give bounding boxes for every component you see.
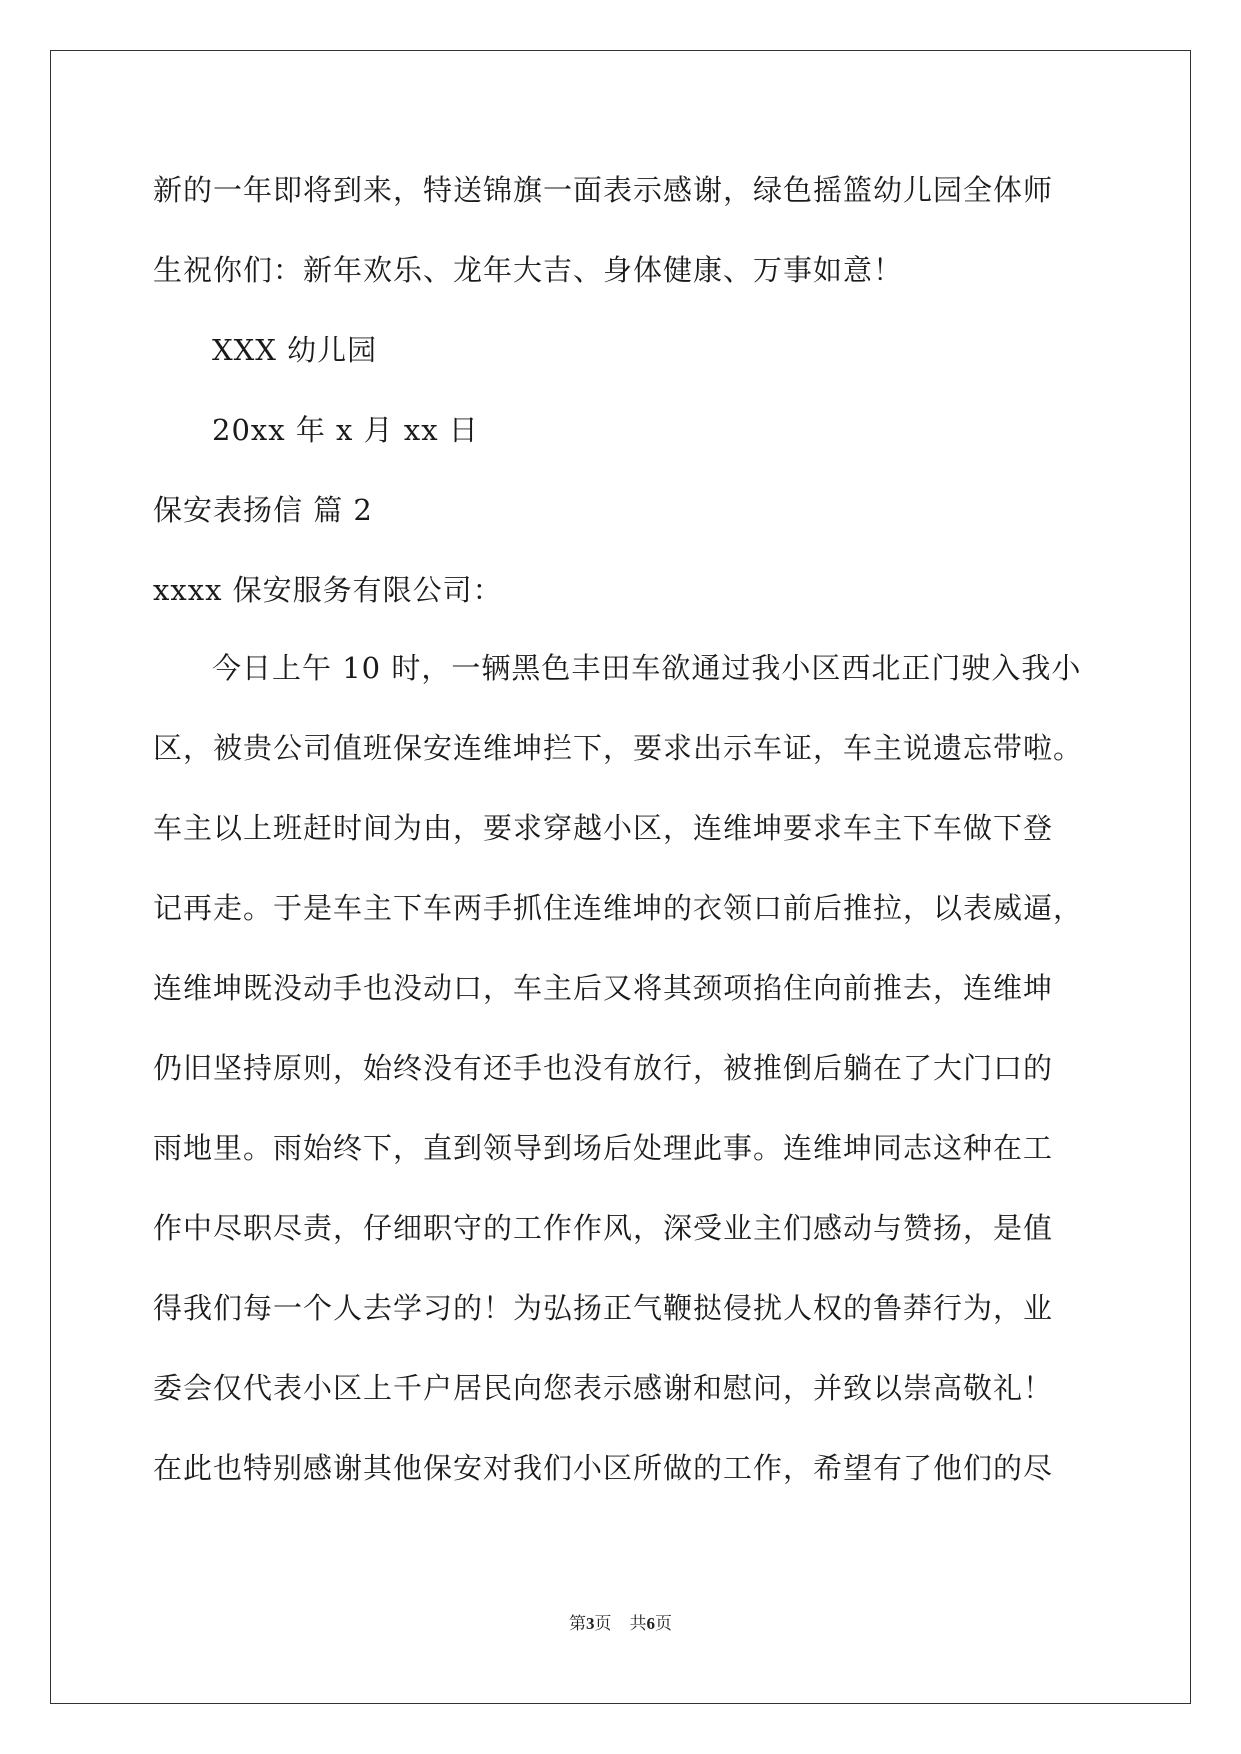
paragraph-line-4: 记再走。于是车主下车两手抓住连维坤的衣领口前后推拉，以表威逼， [153, 891, 1084, 925]
signature-date: 20xx 年 x 月 xx 日 [212, 413, 479, 447]
paragraph-line-6: 仍旧坚持原则，始终没有还手也没有放行，被推倒后躺在了大门口的 [153, 1051, 1054, 1085]
paragraph-line-2: 区，被贵公司值班保安连维坤拦下，要求出示车证，车主说遗忘带啦。 [153, 731, 1084, 765]
paragraph-line-7: 雨地里。雨始终下，直到领导到场后处理此事。连维坤同志这种在工 [153, 1131, 1054, 1165]
signature-org: XXX 幼儿园 [212, 333, 378, 367]
text-line-2: 生祝你们：新年欢乐、龙年大吉、身体健康、万事如意！ [153, 253, 904, 287]
paragraph-line-5: 连维坤既没动手也没动口，车主后又将其颈项掐住向前推去，连维坤 [153, 971, 1054, 1005]
section-heading: 保安表扬信 篇 2 [153, 493, 373, 527]
paragraph-line-11: 在此也特别感谢其他保安对我们小区所做的工作，希望有了他们的尽 [153, 1451, 1054, 1485]
page-suffix: 页 [594, 1614, 612, 1633]
paragraph-line-10: 委会仅代表小区上千户居民向您表示感谢和慰问，并致以崇高敬礼！ [153, 1371, 1054, 1405]
paragraph-line-9: 得我们每一个人去学习的！为弘扬正气鞭挞侵扰人权的鲁莽行为，业 [153, 1291, 1054, 1325]
page-current: 3 [586, 1614, 595, 1633]
paragraph-line-3: 车主以上班赶时间为由，要求穿越小区，连维坤要求车主下车做下登 [153, 811, 1054, 845]
letter-salutation: xxxx 保安服务有限公司： [153, 573, 503, 607]
page-prefix: 第 [569, 1614, 586, 1633]
text-line-1: 新的一年即将到来，特送锦旗一面表示感谢，绿色摇篮幼儿园全体师 [153, 173, 1054, 207]
total-suffix: 页 [655, 1614, 672, 1633]
page-footer [0, 1612, 1241, 1636]
paragraph-line-1: 今日上午 10 时，一辆黑色丰田车欲通过我小区西北正门驶入我小 [212, 651, 1082, 685]
total-prefix: 共 [629, 1614, 647, 1633]
paragraph-line-8: 作中尽职尽责，仔细职守的工作作风，深受业主们感动与赞扬，是值 [153, 1211, 1054, 1245]
page-total: 6 [646, 1614, 655, 1633]
